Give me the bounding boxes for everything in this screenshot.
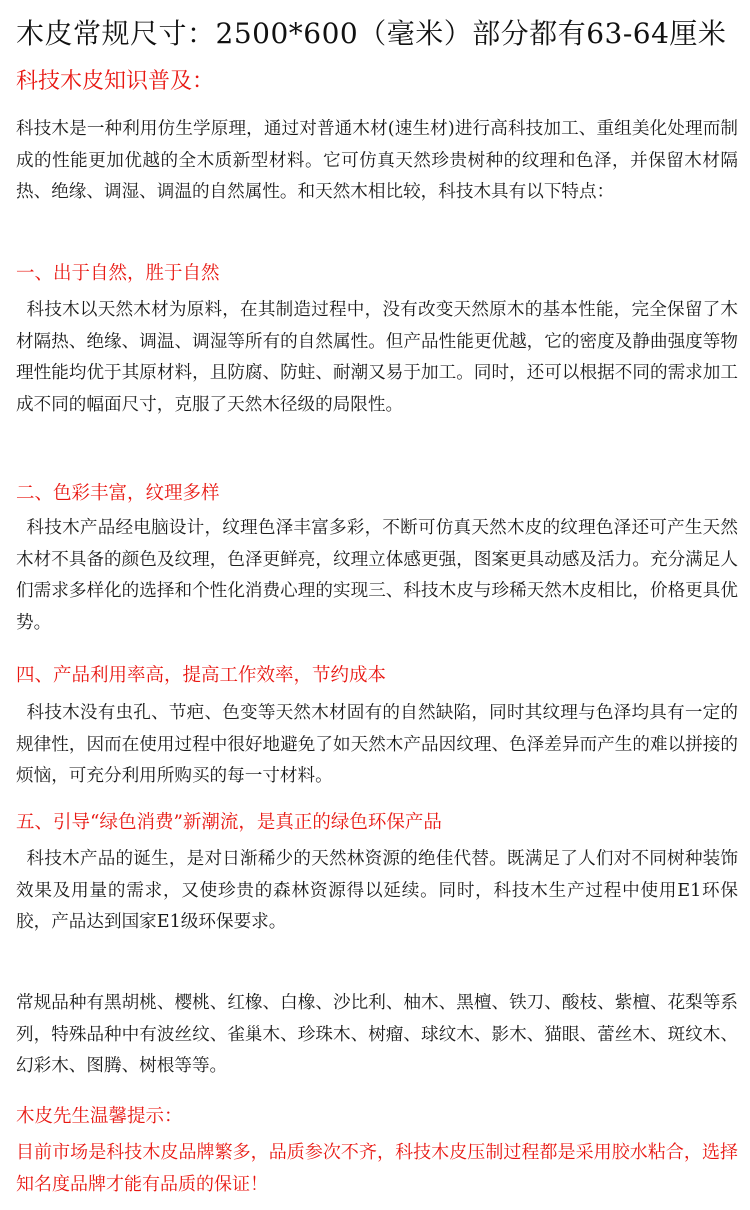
feature-body-1: 科技木以天然木材为原料，在其制造过程中，没有改变天然原木的基本性能，完全保留了木材隔热、绝缘、调温、调湿等所有的自然属性。但产品性能更优越，它的密度及静曲强度等物理性能均优于其原材料，且防腐、防蛀、耐潮又易于加工。同时，还可以根据不同的需求加工成不同的幅面尺寸，克服了天然木径级的局限性。 [16,300,738,415]
feature-body-5: 科技木产品的诞生，是对日渐稀少的天然林资源的绝佳代替。既满足了人们对不同树种装饰效果及用量的需求，又使珍贵的森林资源得以延续。同时，科技木生产过程中使用E1环保胶，产品达到国家E1级环保要求。 [16,849,738,932]
feature-body-4: 科技木没有虫孔、节疤、色变等天然木材固有的自然缺陷，同时其纹理与色泽均具有一定的规律性，因而在使用过程中很好地避免了如天然木产品因纹理、色泽差异而产生的难以拼接的烦恼，可充分利用所购买的每一寸材料。 [16,703,738,786]
page-title: 木皮常规尺寸：2500*600（毫米）部分都有63-64厘米 [16,17,727,50]
feature-heading-4: 四、产品利用率高，提高工作效率，节约成本 [16,665,387,686]
tip-body: 目前市场是科技木皮品牌繁多，品质参次不齐，科技木皮压制过程都是采用胶水粘合，选择知名度品牌才能有品质的保证！ [16,1142,738,1195]
varieties-paragraph: 常规品种有黑胡桃、樱桃、红橡、白橡、沙比利、柚木、黑檀、铁刀、酸枝、紫檀、花梨等系列，特殊品种中有波丝纹、雀巢木、珍珠木、树瘤、球纹木、影木、猫眼、蕾丝木、斑纹木、幻彩木、图腾、树根等等。 [16,993,738,1076]
feature-body-2: 科技木产品经电脑设计，纹理色泽丰富多彩，不断可仿真天然木皮的纹理色泽还可产生天然木材不具备的颜色及纹理，色泽更鲜亮，纹理立体感更强，图案更具动感及活力。充分满足人们需求多样化的选择和个性化消费心理的实现三、科技木皮与珍稀天然木皮相比，价格更具优势。 [16,518,738,633]
feature-heading-5: 五、引导“绿色消费”新潮流，是真正的绿色环保产品 [16,812,442,833]
tip-heading: 木皮先生温馨提示： [16,1106,183,1127]
section-heading: 科技木皮知识普及： [16,69,215,94]
intro-paragraph: 科技木是一种利用仿生学原理，通过对普通木材(速生材)进行高科技加工、重组美化处理而制成的性能更加优越的全木质新型材料。它可仿真天然珍贵树种的纹理和色泽，并保留木材隔热、绝缘、调湿、调温的自然属性。和天然木相比较，科技木具有以下特点： [16,119,738,202]
feature-heading-1: 一、出于自然，胜于自然 [16,263,220,284]
feature-heading-2: 二、色彩丰富，纹理多样 [16,483,220,504]
